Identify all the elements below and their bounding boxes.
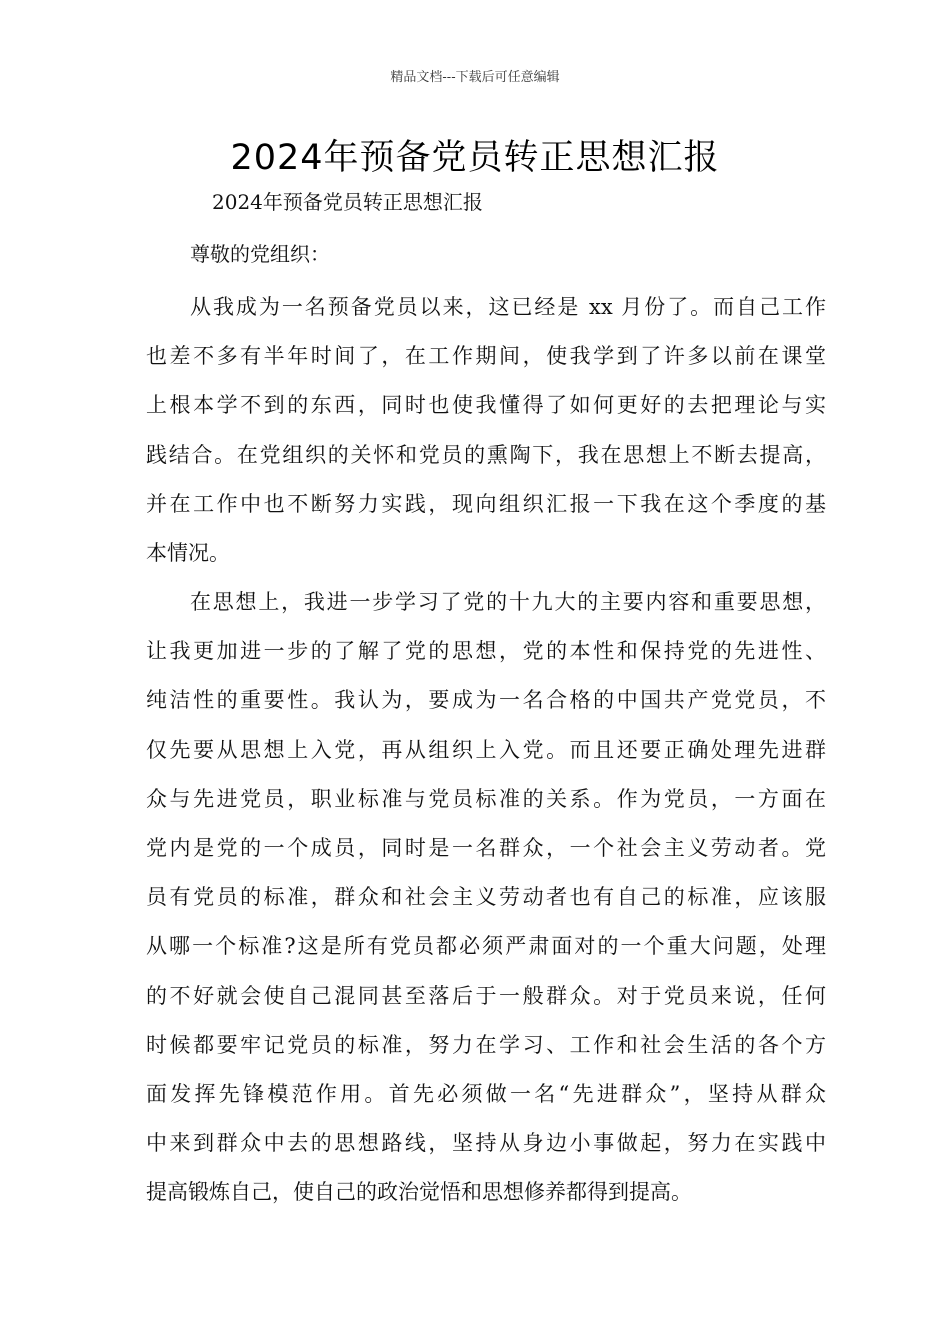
paragraph-line: 的不好就会使自己混同甚至落后于一般群众。对于党员来说，任何 xyxy=(146,983,826,1008)
paragraph-line: 时候都要牢记党员的标准，努力在学习、工作和社会生活的各个方 xyxy=(146,1032,826,1057)
paragraph-line: 从我成为一名预备党员以来，这已经是 xx 月份了。而自己工作 xyxy=(190,295,826,319)
paragraph-line: 并在工作中也不断努力实践，现向组织汇报一下我在这个季度的基 xyxy=(146,491,826,516)
paragraph-line: 在思想上，我进一步学习了党的十九大的主要内容和重要思想， xyxy=(190,590,826,614)
paragraph-line: 践结合。在党组织的关怀和党员的熏陶下，我在思想上不断去提高， xyxy=(146,442,826,467)
header-note: 精品文档---下载后可任意编辑 xyxy=(390,70,560,85)
document-subtitle: 2024年预备党员转正思想汇报 xyxy=(212,190,483,214)
paragraph-line: 众与先进党员，职业标准与党员标准的关系。作为党员，一方面在 xyxy=(146,786,826,811)
document-title: 2024年预备党员转正思想汇报 xyxy=(230,138,720,178)
paragraph-line: 员有党员的标准，群众和社会主义劳动者也有自己的标准，应该服 xyxy=(146,885,826,910)
paragraph-line: 纯洁性的重要性。我认为，要成为一名合格的中国共产党党员，不 xyxy=(146,688,826,713)
paragraph-line: 也差不多有半年时间了，在工作期间，使我学到了许多以前在课堂 xyxy=(146,344,826,369)
paragraph-line: 中来到群众中去的思想路线，坚持从身边小事做起，努力在实践中 xyxy=(146,1131,826,1156)
paragraph-line: 让我更加进一步的了解了党的思想，党的本性和保持党的先进性、 xyxy=(146,639,826,664)
paragraph-line: 面发挥先锋模范作用。首先必须做一名“先进群众”，坚持从群众 xyxy=(146,1081,826,1106)
salutation: 尊敬的党组织： xyxy=(190,242,330,266)
paragraph-line: 本情况。 xyxy=(146,540,230,565)
paragraph-line: 提高锻炼自己，使自己的政治觉悟和思想修养都得到提高。 xyxy=(146,1180,692,1205)
paragraph-1 xyxy=(146,283,826,578)
paragraph-line: 仅先要从思想上入党，再从组织上入党。而且还要正确处理先进群 xyxy=(146,737,826,762)
paragraph-line: 党内是党的一个成员，同时是一名群众，一个社会主义劳动者。党 xyxy=(146,835,826,860)
paragraph-line: 上根本学不到的东西，同时也使我懂得了如何更好的去把理论与实 xyxy=(146,393,826,418)
paragraph-line: 从哪一个标准?这是所有党员都必须严肃面对的一个重大问题，处理 xyxy=(146,934,826,959)
paragraph-2 xyxy=(146,578,826,1217)
